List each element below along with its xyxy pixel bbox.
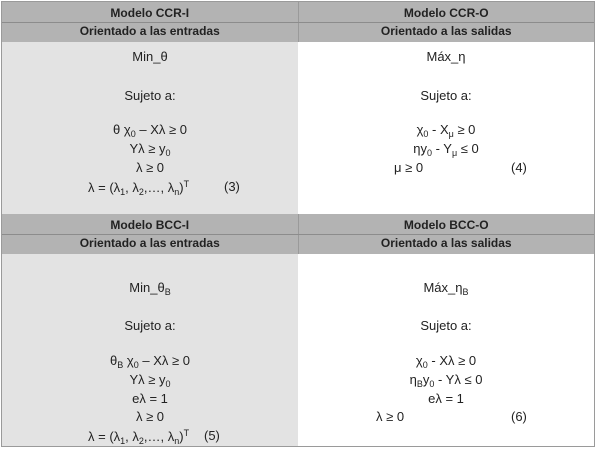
header-title: Modelo CCR-O (403, 6, 489, 20)
equation-number: (6) (511, 409, 527, 424)
equation-number: (4) (511, 160, 527, 175)
constraint-3: λ ≥ 0 (135, 160, 165, 175)
constraint-3: eλ = 1 (132, 391, 168, 406)
header-row-bottom (2, 214, 594, 254)
constraint-5: $\lambda = (\lambda_1$, $\lambda_2,\dots$, $\lambda_n)^T$ (88, 428, 190, 446)
constraint-4: λ ≥ 0 (376, 409, 405, 424)
header-divider (2, 22, 594, 23)
subject-label: Sujeto a: (420, 88, 472, 103)
objective: Máx_η (426, 49, 466, 64)
subject-label: Sujeto a: (124, 318, 176, 333)
constraint-1: θ $\chi_0 - X\lambda \ge 0$ (113, 122, 187, 139)
objective: $Min\_\theta_B$ (129, 280, 171, 297)
header-subtitle: Orientado a las entradas (79, 24, 220, 38)
constraint-2: $Y\lambda \ge y_0$ (129, 372, 171, 389)
objective: Min_θ (132, 49, 168, 64)
header-subtitle: Orientado a las salidas (380, 236, 512, 250)
constraint-1: $\chi_0 - X\lambda \ge 0$ (415, 353, 477, 370)
constraint-2: $Y\lambda \ge y_0$ (129, 141, 171, 158)
cell-ccr-i (2, 42, 298, 214)
header-subtitle: Orientado a las entradas (79, 236, 220, 250)
header-title: Modelo BCC-O (403, 218, 489, 232)
cell-ccr-o (298, 42, 594, 214)
objective: $Máx\_\eta_B$ (423, 280, 469, 297)
header-title: Modelo CCR-I (110, 6, 190, 20)
constraint-3: μ ≥ 0 (394, 160, 424, 175)
constraint-4: λ ≥ 0 (135, 409, 165, 424)
header-divider (2, 234, 594, 235)
cell-bcc-o (298, 254, 594, 446)
header-row-top (2, 2, 594, 42)
dea-models-table (1, 1, 595, 447)
equation-number: (3) (224, 179, 240, 194)
constraint-3: eλ = 1 (428, 391, 464, 406)
constraint-2: $\eta y_0 - Y_\mu \le 0$ (413, 141, 479, 158)
body-row-top (2, 42, 594, 214)
constraint-1: $\theta_B$ $\chi_0 - X\lambda \ge 0$ (110, 353, 190, 370)
subject-label: Sujeto a: (124, 88, 176, 103)
constraint-4: $\lambda = (\lambda_1$, $\lambda_2,\dots$, $\lambda_n)^T$ (88, 179, 190, 197)
header-subtitle: Orientado a las salidas (380, 24, 512, 38)
constraint-2: $\eta_By_0 - Y\lambda \le 0$ (409, 372, 483, 389)
header-title: Modelo BCC-I (110, 218, 190, 232)
cell-bcc-i (2, 254, 298, 446)
body-row-bottom (2, 254, 594, 446)
constraint-1: $\chi_0 - X_\mu \ge 0$ (416, 122, 476, 139)
subject-label: Sujeto a: (420, 318, 472, 333)
equation-number: (5) (204, 428, 220, 443)
